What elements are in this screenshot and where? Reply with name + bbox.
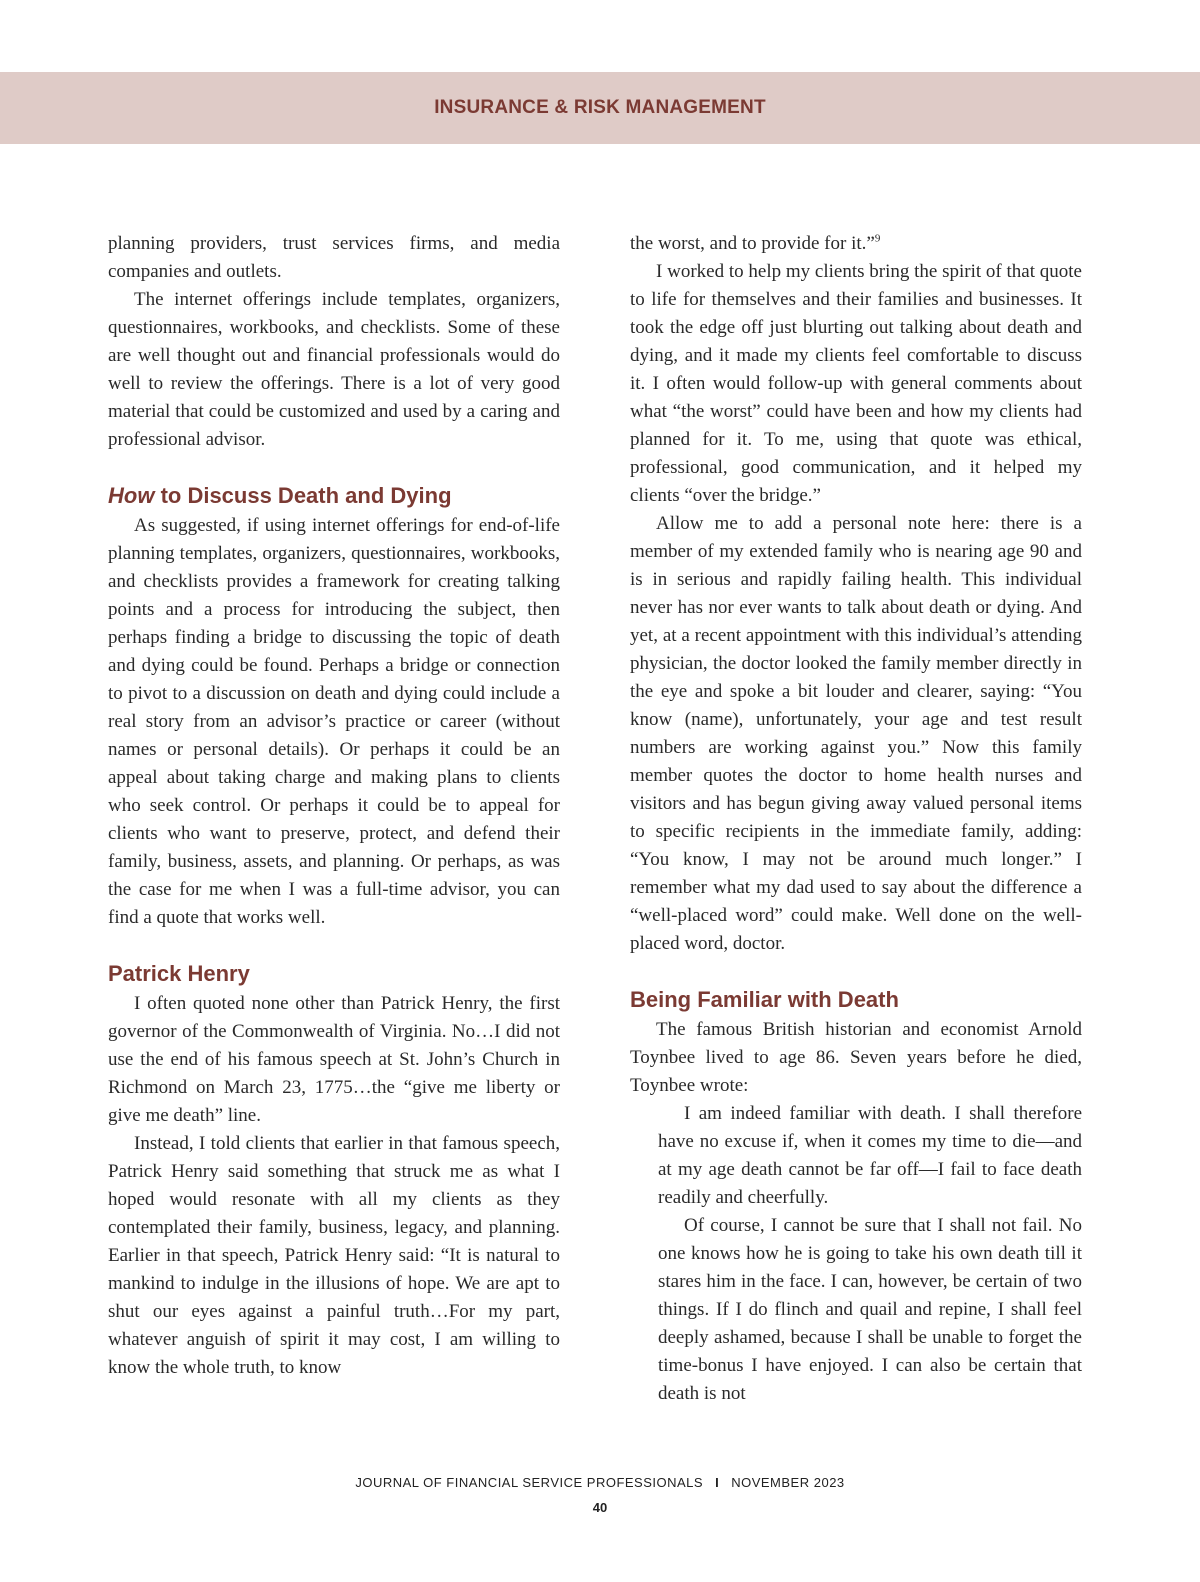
paragraph: I often quoted none other than Patrick Henry, the first governor of the Commonwealth of Virginia. No…I did not use the end of his famous speech at St. John’s Church in Richmond on March 23, 1775…the “give me liberty or give me death” line. [108,993,560,1126]
footnote-marker: 9 [874,232,881,245]
header-band [0,72,1200,144]
paragraph: As suggested, if using internet offerings for end-of-life planning templates, organizers, questionnaires, workbooks, and checklists provides a framework for creating talking points and a process for introducing the subject, then perhaps finding a bridge to discussing the topic of death and dying could be found. Perhaps a bridge or connection to pivot to a discussion on death and dying could include a real story from an advisor’s practice or career (without names or personal details). Or perhaps it could be an appeal about taking charge and making plans to clients who seek control. Or perhaps it could be to appeal for clients who want to preserve, protect, and defend their family, business, assets, and planning. Or perhaps, as was the case for me when I was a full-time advisor, you can find a quote that works well. [108,515,560,928]
journal-name: JOURNAL OF FINANCIAL SERVICE PROFESSIONALS [355,1475,704,1490]
footer-separator: I [715,1475,720,1490]
paragraph: The internet offerings include templates, organizers, questionnaires, workbooks, and checklists. Some of these are well thought out and financial professionals would do well to review the offerings. There is a lot of very good material that could be customized and used by a caring and professional advisor. [108,289,560,450]
paragraph-text: the worst, and to provide for it.” [630,233,875,254]
paragraph: The famous British historian and economist Arnold Toynbee lived to age 86. Seven years before he died, Toynbee wrote: [630,1019,1082,1096]
page-number: 40 [592,1500,608,1515]
section-title: INSURANCE & RISK MANAGEMENT [434,97,766,118]
paragraph: Instead, I told clients that earlier in that famous speech, Patrick Henry said something that struck me as what I hoped would resonate with all my clients as they contemplated their family, business, legacy, and planning. Earlier in that speech, Patrick Henry said: “It is natural to mankind to indulge in the illusions of hope. We are apt to shut our eyes against a painful truth…For my part, whatever anguish of spirit it may cost, I am willing to know the whole truth, to know [108,1133,560,1378]
issue-date: NOVEMBER 2023 [731,1475,845,1490]
paragraph: Allow me to add a personal note here: there is a member of my extended family who is nearing age 90 and is in serious and rapidly failing health. This individual never has nor ever wants to talk about death or dying. And yet, at a recent appointment with this individual’s attending physician, the doctor looked the family member directly in the eye and spoke a bit louder and clearer, saying: “You know (name), unfortunately, your age and test result numbers are working against you.” Now this family member quotes the doctor to home health nurses and visitors and has begun giving away valued personal items to specific recipients in the immediate family, adding: “You know, I may not be around much longer.” I remember what my dad used to say about the difference a “well-placed word” could make. Well done on the well-placed word, doctor. [630,513,1082,954]
right-column [630,230,1082,1408]
paragraph: I worked to help my clients bring the spirit of that quote to life for themselves and their families and businesses. It took the edge off just blurting out talking about death and dying, and it made my clients feel comfortable to discuss it. I often would follow-up with general comments about what “the worst” could have been and how my clients had planned for it. To me, using that quote was ethical, professional, good communication, and it helped my clients “over the bridge.” [630,261,1082,506]
footer-line [0,1475,1200,1490]
quote-paragraph: Of course, I cannot be sure that I shall not fail. No one knows how he is going to take his own death till it stares him in the face. I can, however, be certain of two things. If I do flinch and quail and repine, I shall feel deeply ashamed, because I shall be unable to forget the time-bonus I have enjoyed. I can also be certain that death is not [658,1215,1082,1404]
subheading-text: to Discuss Death and Dying [154,483,452,508]
quote-paragraph: I am indeed familiar with death. I shall therefore have no excuse if, when it comes my time to die—and at my age death cannot be far off—I fail to face death readily and cheerfully. [658,1103,1082,1208]
subheading-how-to-discuss [108,482,560,510]
subheading-emphasis: How [108,483,155,508]
paragraph [630,230,1082,258]
subheading-being-familiar: Being Familiar with Death [630,987,899,1012]
subheading-patrick-henry: Patrick Henry [108,961,250,986]
block-quote [630,1100,1082,1408]
paragraph: planning providers, trust services firms, and media companies and outlets. [108,233,560,282]
left-column [108,230,560,1382]
